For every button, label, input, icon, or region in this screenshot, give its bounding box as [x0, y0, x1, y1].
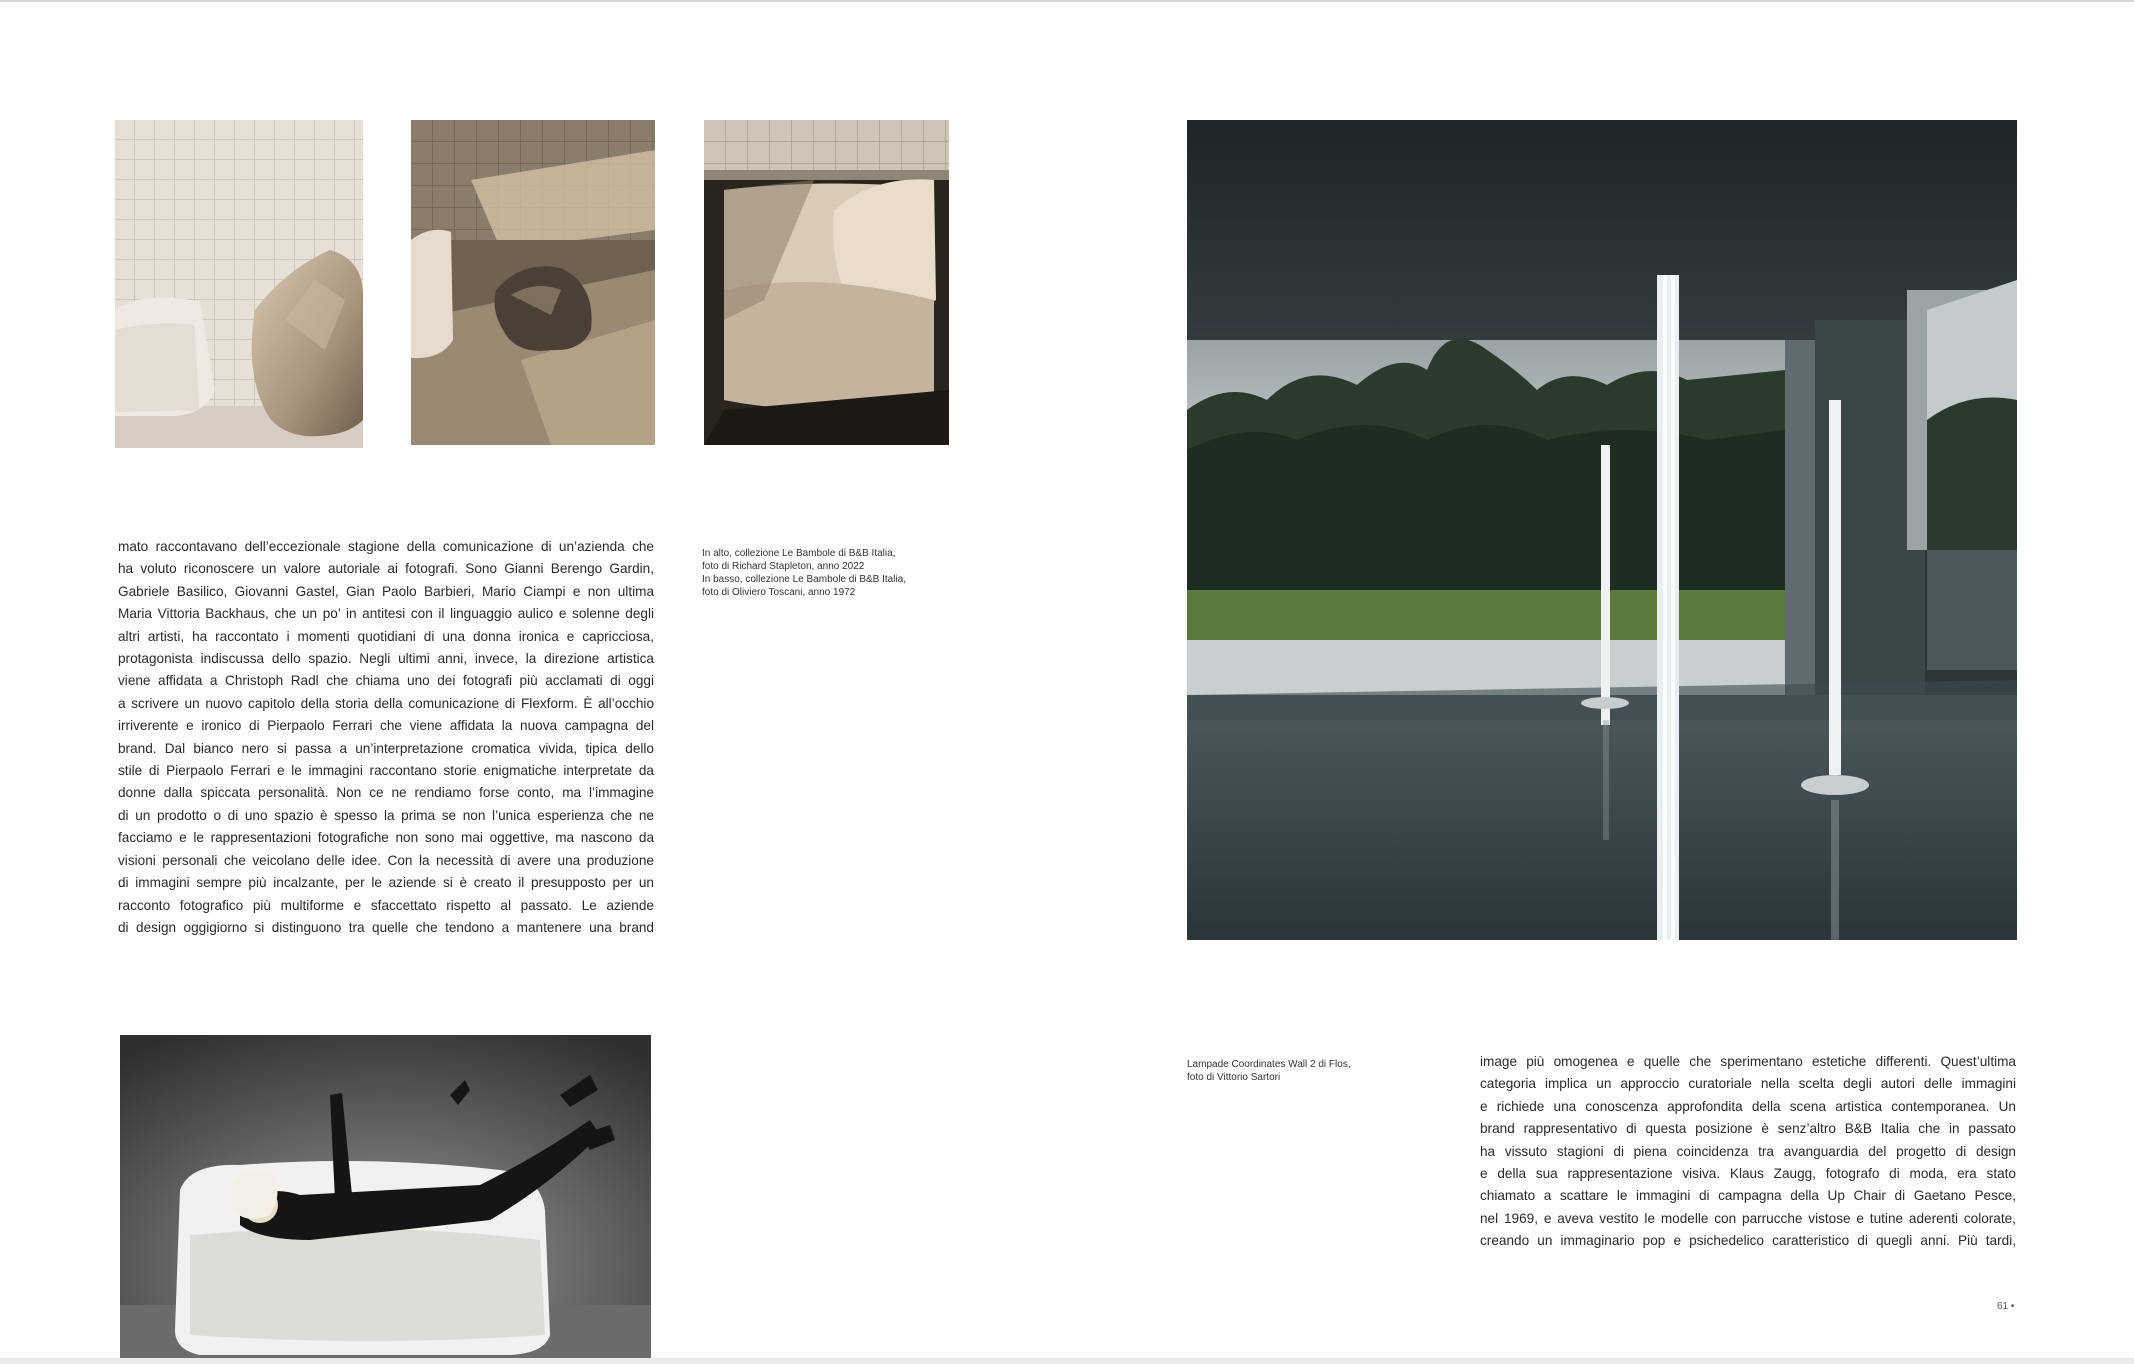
top-border — [0, 0, 2134, 2]
text-line: di immagini sempre più incalzante, per le aziende si è creato il presupposto per un — [118, 875, 654, 891]
caption-lampade — [1187, 1058, 1351, 1084]
text-line: mato raccontavano dell’eccezionale stagione della comunicazione di un’azienda che — [118, 539, 654, 554]
text-line: di design oggigiorno si distinguono tra quelle che tendono a mantenere una brand — [118, 919, 654, 935]
text-line: creando un immaginario pop e psichedelico caratteristico di quegli anni. Più tardi, — [1480, 1233, 2016, 1249]
text-line: visioni personali che veicolano delle idee. Con la necessità di avere una produzione — [118, 852, 654, 868]
caption-line: foto di Richard Stapleton, anno 2022 — [702, 561, 865, 572]
caption-line: foto di Vittorio Sartori — [1187, 1072, 1281, 1083]
caption-line: foto di Oliviero Toscani, anno 1972 — [702, 587, 856, 598]
text-line: a scrivere un nuovo capitolo della storia della comunicazione di Flexform. È all’occhio — [118, 695, 654, 711]
text-line: ha vissuto stagioni di piena coincidenza tra avanguardia del progetto di design — [1480, 1143, 2016, 1159]
text-line: categoria implica un approccio curatoriale nella scelta degli autori delle immagini — [1480, 1076, 2016, 1092]
text-line: di un prodotto o di uno spazio è spesso la prima se non l’unica esperienza che ne — [118, 807, 654, 823]
caption-line: In basso, collezione Le Bambole di B&B Italia, — [702, 574, 907, 585]
text-line: altri artisti, ha raccontato i momenti quotidiani di una donna ironica e capricciosa, — [118, 628, 654, 644]
text-line: racconto fotografico più multiforme e sfaccettato rispetto al passato. Le aziende — [118, 897, 654, 913]
text-line: brand rappresentativo di questa posizione è senz’altro B&B Italia che in passato — [1480, 1121, 2016, 1137]
text-line: Maria Vittoria Backhaus, che un po’ in antitesi con il linguaggio aulico e solenne degli — [118, 606, 654, 622]
text-line: irriverente e ironico di Pierpaolo Ferrari che viene affidata la nuova campagna del — [118, 718, 654, 734]
photo-coordinates-lamps-interior — [1187, 120, 2017, 940]
bottom-border — [0, 1358, 2134, 1364]
article-text-right — [1480, 1051, 2016, 1253]
article-text-left — [118, 536, 654, 939]
text-line: stile di Pierpaolo Ferrari e le immagini raccontano storie enigmatiche interpretate da — [118, 763, 654, 779]
text-line: ha voluto riconoscere un valore autoriale ai fotografi. Sono Gianni Berengo Gardin, — [118, 561, 654, 577]
text-line: Gabriele Basilico, Giovanni Gastel, Gian Paolo Barbieri, Mario Ciampi e non ultima — [118, 583, 654, 599]
caption-bambole — [702, 547, 906, 599]
text-line: nel 1969, e aveva vestito le modelle con parrucche vistose e tutine aderenti colorate, — [1480, 1210, 2016, 1226]
text-line: viene affidata a Christoph Radl che chiama uno dei fotografi più acclamati di oggi — [118, 673, 654, 689]
photo-woman-on-sofa — [120, 1035, 651, 1364]
text-line: brand. Dal bianco nero si passa a un’interpretazione cromatica vivida, tipica dello — [118, 740, 654, 756]
text-line: image più omogenea e quelle che sperimentano estetiche differenti. Quest’ultima — [1480, 1054, 2016, 1069]
text-line: donne dalla spiccata personalità. Non ce ne rendiamo forse conto, ma l’immagine — [118, 785, 654, 801]
page-number: 61 • — [1997, 1301, 2015, 1312]
text-line: protagonista indiscussa dello spazio. Negli ultimi anni, invece, la direzione artistica — [118, 651, 654, 667]
text-line: e richiede una conoscenza approfondita della scena artistica contemporanea. Un — [1480, 1098, 2016, 1114]
photo-beige-armchair — [704, 120, 949, 445]
caption-line: Lampade Coordinates Wall 2 di Flos, — [1187, 1059, 1351, 1070]
text-line: facciamo e le rappresentazioni fotografiche non sono mai oggettive, ma nascono da — [118, 830, 654, 846]
text-line: e della sua rappresentazione visiva. Klaus Zaugg, fotografo di moda, era stato — [1480, 1166, 2016, 1182]
photo-rock-sunlight — [411, 120, 655, 445]
photo-armchair-rock-tiles — [115, 120, 363, 448]
text-line: chiamato a scattare le immagini di campagna della Up Chair di Gaetano Pesce, — [1480, 1188, 2016, 1204]
caption-line: In alto, collezione Le Bambole di B&B Italia, — [702, 548, 896, 559]
